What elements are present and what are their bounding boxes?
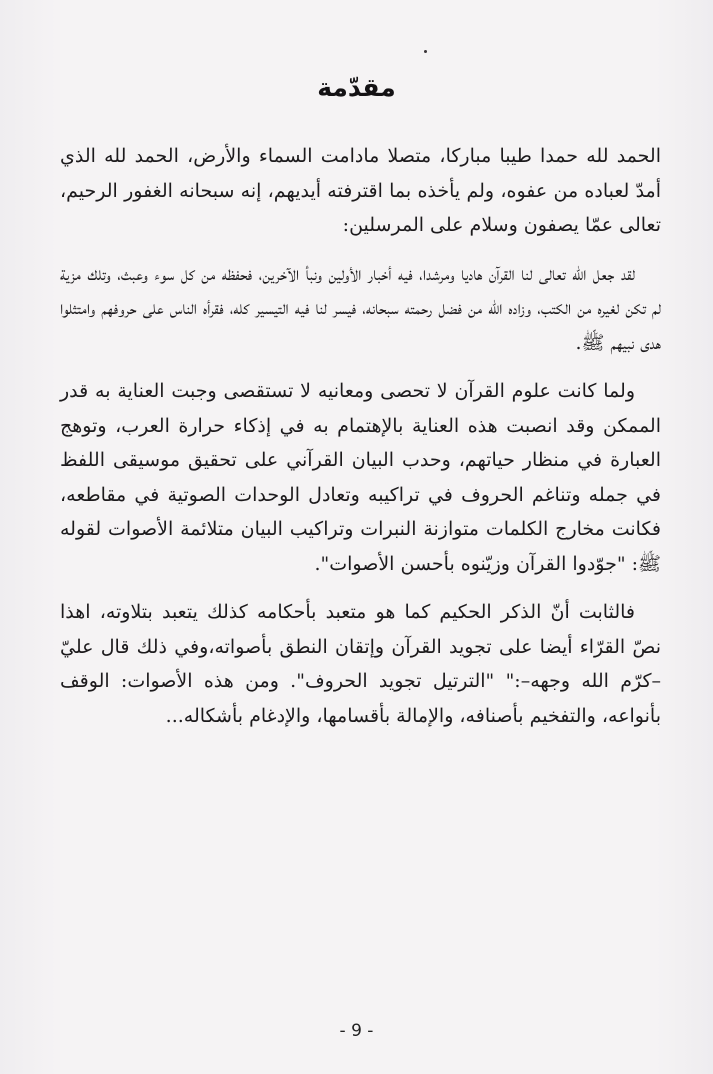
paragraph-1: الحمد لله حمدا طيبا مباركا، متصلا مادامت السماء والأرض، الحمد لله الذي أمدّ لعباده من عفوه، ولم يأخذه بما اقترفته أيديهم، إنه سبحانه الغفور الرحيم، تعالى عمّا يصفون وسلام على المرسلين: [60,145,661,236]
page-number: - 9 - [339,1021,374,1041]
page-title: مقدّمة [317,73,396,102]
paragraph-4: فالثابت أنّ الذكر الحكيم كما هو متعبد بأحكامه كذلك يتعبد بتلاوته، اهذا نصّ القرّاء أيضا على تجويد القرآن وإتقان النطق بأصواته،وفي ذلك قال عليّ –كرّم الله وجهه–:" "الترتيل تجويد الحروف". ومن هذه الأصوات: الوقف بأنواعه، والتفخيم بأصنافه، والإمالة بأقسامها، والإدغام بأشكاله... [60,601,661,727]
body-text [60,139,661,747]
paragraph-3: ولما كانت علوم القرآن لا تحصى ومعانيه لا تستقصى وجبت العناية به قدر الممكن وقد انصبت هذه العناية بالإهتمام به في إذكاء حرارة العرب، وتوهج العبارة في منظار حياتهم، وحدب البيان القرآني على تحقيق موسيقى اللفظ في جمله وتناغم الحروف في تراكيبه وتعادل الوحدات الصوتية في مقاطعه، فكانت مخارج الكلمات متوازنة النبرات وتراكيب البيان متلائمة الأصوات لقوله ﷺ: "جوّدوا القرآن وزيّنوه بأحسن الأصوات". [60,380,661,575]
paragraph-2: لقد جعل الله تعالى لنا القرآن هاديا ومرشدا، فيه أخبار الأولين ونبأ الآخرين، فحفظه من كل سوء وعبث، وتلك مزية لم تكن لغيره من الكتب، وزاده الله من فضل رحمته سبحانه، فيسر لنا فيه التيسير كله، فقرأه الناس على حروفهم وامتثلوا هدى نبيهم ﷺ. [60,262,662,354]
ink-dot [424,50,427,53]
